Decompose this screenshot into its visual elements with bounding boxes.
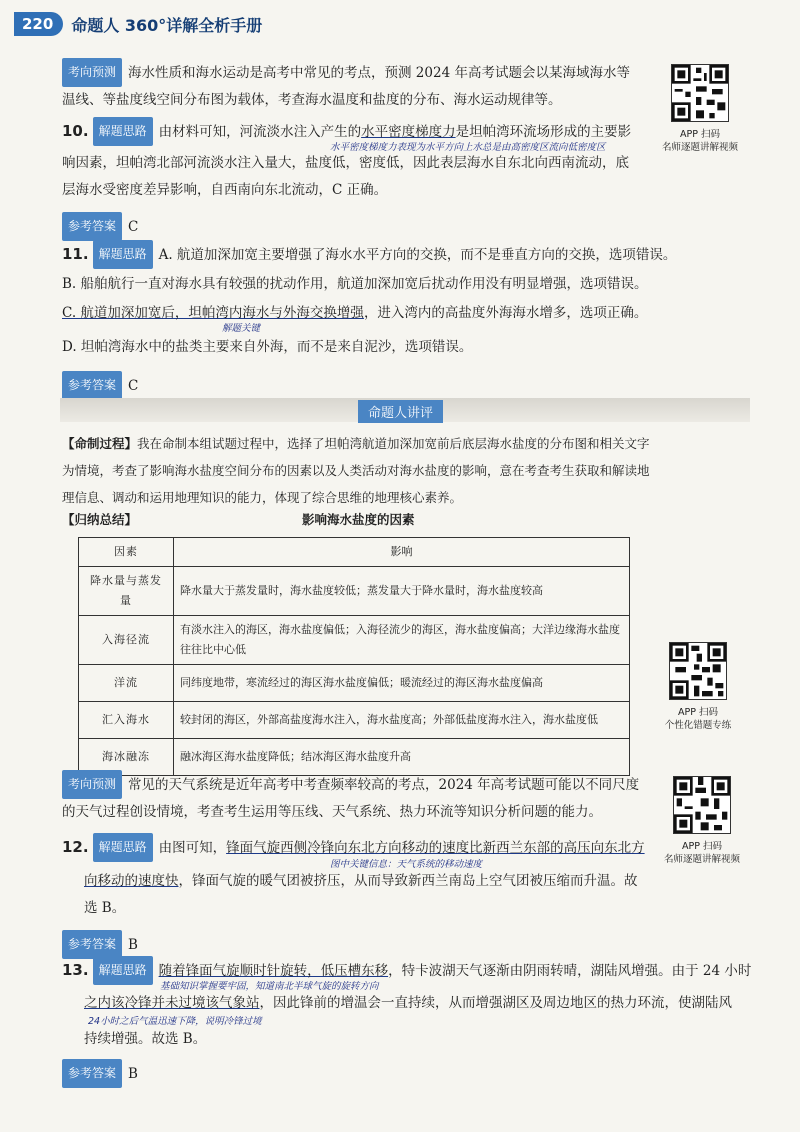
effect-cell: 降水量大于蒸发量时，海水盐度较低；蒸发量大于降水量时，海水盐度较高 — [180, 584, 543, 597]
question-number: 13. — [62, 961, 89, 979]
answer-value: C — [128, 378, 139, 394]
q13-text: ，因此锋前的增温会一直持续，从而增强湖区及周边地区的热力环流，使湖陆风 — [259, 995, 732, 1011]
prediction-text: 温线、等盐度线空间分布图为载体，考查海水温度和盐度的分布、海水运动规律等。 — [62, 92, 562, 108]
handwritten-note: 基础知识掌握要牢固，知道南北半球气旋的旋转方向 — [160, 981, 379, 992]
q12-text: 由图可知， — [158, 840, 227, 856]
option-c-key: C. 航道加深加宽后，坦帕湾内海水与外海交换增强 — [62, 305, 364, 321]
prediction-block-1 — [62, 58, 662, 114]
question-number: 11. — [62, 245, 89, 263]
table-row — [79, 567, 630, 616]
q13-text: 持续增强。故选 B。 — [84, 1031, 207, 1047]
question-12-body — [68, 868, 664, 959]
q13-key-text: 之内该冷锋并未过境该气象站 — [84, 995, 260, 1011]
qr-caption: 名师逐题讲解视频 — [661, 142, 738, 153]
factor-cell: 降水量与蒸发量 — [79, 567, 174, 616]
answer-value: B — [128, 937, 138, 953]
effect-cell: 有淡水注入的海区，海水盐度偏低；入海径流少的海区，海水盐度偏高；大洋边缘海水盐度 — [180, 623, 620, 636]
process-text: 我在命制本组试题过程中，选择了坦帕湾航道加深加宽前后底层海水盐度的分布图和相关文字 — [137, 436, 650, 451]
effect-cell: 融冰海区海水盐度降低；结冰海区海水盐度升高 — [180, 750, 411, 763]
prediction-text: 常见的天气系统是近年高考中考查频率较高的考点，2024 年高考试题可能以不同尺度 — [128, 777, 640, 793]
q10-text: 响因素，坦帕湾北部河流淡水注入量大，盐度低，密度低，因此表层海水自东北向西南流动，底 — [62, 155, 629, 171]
question-number: 12. — [62, 838, 89, 856]
qr-caption: 个性化错题专练 — [664, 720, 732, 731]
q13-key-text: 随着锋面气旋顺时针旋转，低压槽东移 — [158, 963, 389, 979]
qr-block-3[interactable] — [652, 776, 752, 866]
page-header — [14, 10, 262, 38]
table-header-cell: 因素 — [79, 538, 174, 567]
prediction-text: 海水性质和海水运动是高考中常见的考点，预测 2024 年高考试题会以某海域海水等 — [128, 65, 630, 81]
qr-code-icon[interactable] — [671, 64, 729, 122]
question-13-body — [68, 1026, 764, 1088]
solution-tag: 解题思路 — [93, 117, 153, 146]
question-10-body — [62, 150, 662, 241]
process-text: 理信息、调动和运用地理知识的能力，体现了综合思维的地理核心素养。 — [62, 490, 463, 505]
handwritten-note: 解题关键 — [222, 323, 261, 334]
salinity-factors-table — [78, 537, 630, 776]
summary-label: 【归纳总结】 — [62, 512, 138, 527]
process-label: 【命制过程】 — [62, 436, 138, 451]
prediction-block-2 — [62, 770, 662, 826]
answer-tag: 参考答案 — [62, 1059, 122, 1088]
q10-text: 由材料可知，河流淡水注入产生的 — [158, 124, 362, 140]
factor-cell: 汇入海水 — [79, 702, 174, 739]
solution-tag: 解题思路 — [93, 833, 153, 862]
summary-title: 影响海水盐度的因素 — [302, 512, 415, 527]
handwritten-note: 水平密度梯度力表现为水平方向上水总是由高密度区流向低密度区 — [330, 142, 606, 153]
qr-block-2[interactable] — [648, 642, 748, 732]
effect-cell: 同纬度地带，寒流经过的海区海水盐度偏低；暖流经过的海区海水盐度偏高 — [180, 676, 543, 689]
solution-tag: 解题思路 — [93, 956, 153, 985]
factor-cell: 入海径流 — [79, 616, 174, 665]
prediction-tag: 考向预测 — [62, 58, 122, 87]
commentary-process — [62, 430, 742, 511]
q10-key-term: 水平密度梯度力 — [361, 124, 456, 140]
prediction-text: 的天气过程创设情境，考查考生运用等压线、天气系统、热力环流等知识分析问题的能力。 — [62, 804, 602, 820]
q10-text: 层海水受密度差异影响，自西南向东北流动，C 正确。 — [62, 182, 388, 198]
effect-cell: 较封闭的海区，外部高盐度海水注入，海水盐度高；外部低盐度海水注入，海水盐度低 — [180, 713, 598, 726]
qr-block-1[interactable] — [660, 64, 740, 154]
prediction-tag: 考向预测 — [62, 770, 122, 799]
answer-value: C — [128, 219, 139, 235]
q12-text: ，锋面气旋的暖气团被挤压，从而导致新西兰南岛上空气团被压缩而升温。故 — [178, 873, 638, 889]
option-b: B. 船舶航行一直对海水具有较强的扰动作用，航道加深加宽后扰动作用没有明显增强，选项错误。 — [62, 276, 648, 292]
handwritten-note: 24小时之后气温迅速下降，说明冷锋过境 — [88, 1016, 262, 1027]
table-row — [79, 702, 630, 739]
handwritten-note: 图中关键信息：天气系统的移动速度 — [330, 859, 483, 870]
commentary-title: 命题人讲评 — [358, 400, 443, 423]
qr-caption: APP 扫码 — [680, 129, 720, 140]
q10-text: 是坦帕湾环流场形成的主要影 — [455, 124, 632, 140]
summary-header — [62, 510, 642, 528]
process-text: 为情境，考查了影响海水盐度空间分布的因素以及人类活动对海水盐度的影响，意在考查考生获取和解读地 — [62, 463, 650, 478]
effect-cell: 往往比中心低 — [180, 643, 246, 656]
answer-tag: 参考答案 — [62, 212, 122, 241]
question-11 — [62, 240, 702, 327]
factor-cell: 洋流 — [79, 665, 174, 702]
question-11-body — [62, 334, 702, 400]
qr-code-icon[interactable] — [669, 642, 727, 700]
option-c: ，进入湾内的高盐度外海海水增多，选项正确。 — [363, 305, 648, 321]
qr-caption: APP 扫码 — [678, 707, 718, 718]
q12-text: 选 B。 — [84, 900, 126, 916]
table-header-row — [79, 538, 630, 567]
factor-cell: 海冰融冻 — [79, 739, 174, 776]
q12-key-text: 向移动的速度快 — [84, 873, 179, 889]
q13-text: ，特卡波湖天气逐渐由阴雨转晴，湖陆风增强。由于 24 小时 — [388, 963, 752, 979]
page-number: 220 — [14, 12, 63, 36]
answer-tag: 参考答案 — [62, 371, 122, 400]
qr-caption: APP 扫码 — [682, 841, 722, 852]
q12-key-text: 锋面气旋西侧冷锋向东北方向移动的速度比新西兰东部的高压向东北方 — [226, 840, 645, 856]
option-d: D. 坦帕湾海水中的盐类主要来自外海，而不是来自泥沙，选项错误。 — [62, 339, 473, 355]
answer-value: B — [128, 1066, 138, 1082]
answer-tag: 参考答案 — [62, 930, 122, 959]
table-row — [79, 616, 630, 665]
table-row — [79, 665, 630, 702]
header-title: 命题人 360°详解全析手册 — [71, 15, 263, 35]
question-number: 10. — [62, 122, 89, 140]
table-header-cell: 影响 — [174, 538, 630, 567]
option-a: A. 航道加深加宽主要增强了海水水平方向的交换，而不是垂直方向的交换，选项错误。 — [158, 247, 677, 263]
solution-tag: 解题思路 — [93, 240, 153, 269]
qr-caption: 名师逐题讲解视频 — [663, 854, 740, 865]
qr-code-icon[interactable] — [673, 776, 731, 834]
